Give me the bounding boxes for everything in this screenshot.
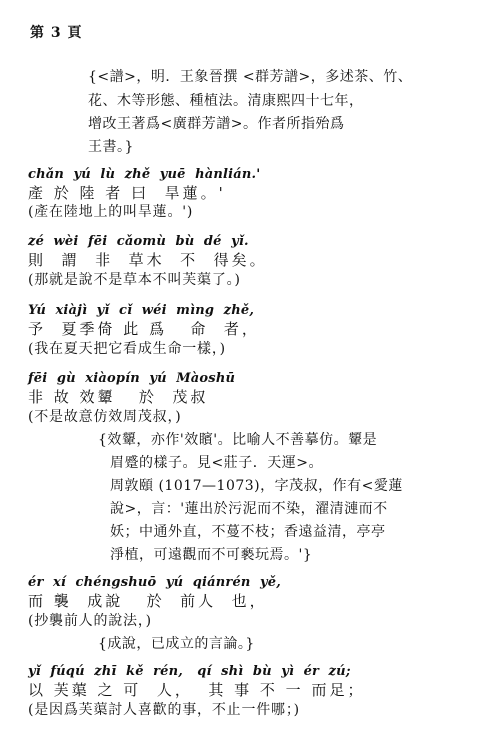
translation-line: (抄襲前人的說法，): [28, 613, 152, 629]
chinese-line: 予 夏季倚 此 爲 命 者，: [28, 320, 260, 338]
annotation-line: {<譜>，明．王象晉撰 <群芳譜>，多述茶、竹、: [88, 69, 413, 85]
annotation-line: 花、木等形態、種植法。清康熙四十七年，: [88, 93, 364, 109]
annotation-line: {成說，已成立的言論。}: [98, 636, 255, 652]
pinyin-line: fēi gù xiàopín yú Màoshū: [28, 371, 236, 386]
pinyin-line: Yú xiàjì yǐ cǐ wéi mìng zhě,: [28, 303, 255, 318]
annotation-line: 增改王著爲<廣群芳譜>。作者所指殆爲: [88, 116, 345, 132]
annotation-line: 說>，言：'蓮出於污泥而不染，濯清漣而不: [110, 501, 388, 517]
chinese-line: 產 於 陸 者 曰 旱蓮。': [28, 184, 226, 202]
translation-line: (是因爲芙蕖討人喜歡的事，不止一件哪；): [28, 702, 300, 718]
annotation-line: 王書。}: [88, 139, 134, 155]
pinyin-line: ér xí chéngshuō yú qiánrén yě,: [28, 575, 281, 590]
translation-line: (產在陸地上的叫旱蓮。'): [28, 204, 194, 220]
pinyin-line: zé wèi fēi cǎomù bù dé yǐ.: [28, 234, 249, 249]
chinese-line: 非 故 效顰 於 茂叔: [28, 388, 209, 406]
annotation-line: 妖；中通外直，不蔓不枝；香遠益清，亭亭: [110, 524, 386, 540]
pinyin-line: yǐ fúqú zhī kě rén, qí shì bù yì ér zú;: [28, 664, 351, 679]
annotation-line: 周敦頤 (1017—1073)，字茂叔，作有<愛蓮: [110, 478, 403, 494]
page-number-header: 第 3 頁: [30, 25, 83, 41]
chinese-line: 則 謂 非 草木 不 得矣。: [28, 251, 268, 269]
annotation-line: 眉蹙的樣子。見<莊子．天運>。: [110, 455, 323, 471]
annotation-line: {效顰，亦作'效矉'。比喻人不善摹仿。顰是: [98, 432, 378, 448]
pinyin-line: chǎn yú lù zhě yuē hànlián.': [28, 167, 261, 182]
translation-line: (我在夏天把它看成生命一樣，): [28, 341, 226, 357]
chinese-line: 而 襲 成說 於 前人 也，: [28, 592, 268, 610]
chinese-line: 以 芙蕖 之 可 人， 其 事 不 一 而足；: [28, 681, 366, 699]
translation-line: (那就是說不是草本不叫芙蕖了。): [28, 272, 241, 288]
annotation-line: 淨植，可遠觀而不可褻玩焉。'}: [110, 547, 313, 563]
translation-line: (不是故意仿效周茂叔，): [28, 409, 182, 425]
